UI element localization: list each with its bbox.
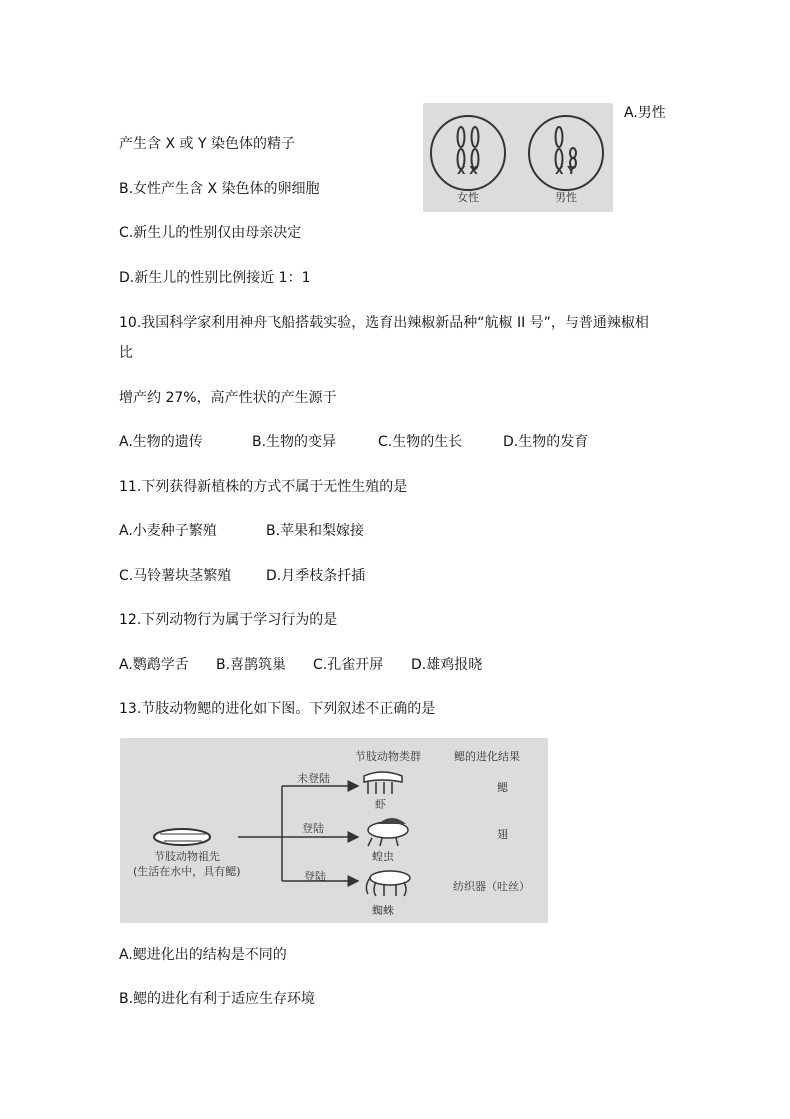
q11-stem: 11.下列获得新植株的方式不属于无性生殖的是 <box>119 479 408 495</box>
ancestor-shape <box>154 829 210 845</box>
q12-option-b: B.喜鹊筑巢 <box>216 657 287 673</box>
branch-result-2: 翅 <box>497 828 508 841</box>
branch-animal-2: 蝗虫 <box>372 850 394 863</box>
q13-option-b: B.鳃的进化有利于适应生存环境 <box>119 991 316 1007</box>
gill-evolution-diagram <box>120 738 548 923</box>
q10-stem-line1: 10.我国科学家利用神舟飞船搭载实验，选育出辣椒新品种“航椒 II 号”，与普通辣椒相 <box>119 315 649 331</box>
q10-options <box>119 433 588 451</box>
q9-option-b: B.女性产生含 X 染色体的卵细胞 <box>119 181 320 197</box>
male-chromosome-label: X Y <box>555 164 576 177</box>
branch-animal-3: 蜘蛛 <box>372 904 394 917</box>
header-result: 鳃的进化结果 <box>454 750 520 763</box>
q10-option-d: D.生物的发育 <box>503 434 589 450</box>
q10-stem-line2: 比 <box>119 345 133 361</box>
q9-option-c: C.新生儿的性别仅由母亲决定 <box>119 225 302 241</box>
ancestor-label-2: (生活在水中，具有鳃) <box>133 865 241 878</box>
q11-option-a: A.小麦种子繁殖 <box>119 523 217 539</box>
branch-result-1: 鳃 <box>497 781 508 794</box>
q10-option-b: B.生物的变异 <box>252 434 337 450</box>
branch-result-3: 纺织器（吐丝） <box>453 880 530 893</box>
female-chromosome-label: X X <box>457 164 478 177</box>
branch-path-2: 登陆 <box>302 822 324 835</box>
header-group: 节肢动物类群 <box>355 750 421 763</box>
q10-option-c: C.生物的生长 <box>378 434 463 450</box>
q10-option-a: A.生物的遗传 <box>119 434 203 450</box>
q12-option-a: A.鹦鹉学舌 <box>119 657 189 673</box>
chromosome-diagram <box>423 103 613 212</box>
branch-animal-1: 虾 <box>375 798 386 811</box>
q13-option-a: A.鳃进化出的结构是不同的 <box>119 947 287 963</box>
branch-path-3: 登陆 <box>304 870 326 883</box>
q11-option-c: C.马铃薯块茎繁殖 <box>119 568 232 584</box>
q9-option-a-continued: 产生含 X 或 Y 染色体的精子 <box>119 136 295 152</box>
q12-options <box>119 656 482 674</box>
chromosome-figure <box>423 103 613 212</box>
shrimp-shape <box>364 772 402 794</box>
q12-option-d: D.雄鸡报晓 <box>411 657 483 673</box>
female-label: 女性 <box>457 191 479 204</box>
male-label: 男性 <box>555 191 577 204</box>
gill-evolution-figure <box>120 738 548 923</box>
ancestor-label-1: 节肢动物祖先 <box>154 850 220 863</box>
q11-options-row2 <box>119 567 365 585</box>
q9-option-d: D.新生儿的性别比例接近 1：1 <box>119 270 311 286</box>
locust-shape <box>368 818 408 846</box>
q11-options-row1 <box>119 522 364 540</box>
q11-option-d: D.月季枝条扦插 <box>266 568 366 584</box>
q9-option-a: A.男性 <box>624 105 666 121</box>
q12-stem: 12.下列动物行为属于学习行为的是 <box>119 612 338 628</box>
q10-stem-line3: 增产约 27%，高产性状的产生源于 <box>119 390 337 406</box>
q11-option-b: B.苹果和梨嫁接 <box>266 523 365 539</box>
q12-option-c: C.孔雀开屏 <box>313 657 384 673</box>
branch-path-1: 未登陆 <box>297 772 330 785</box>
q13-stem: 13.节肢动物鳃的进化如下图。下列叙述不正确的是 <box>119 701 436 717</box>
spider-shape <box>366 871 410 896</box>
